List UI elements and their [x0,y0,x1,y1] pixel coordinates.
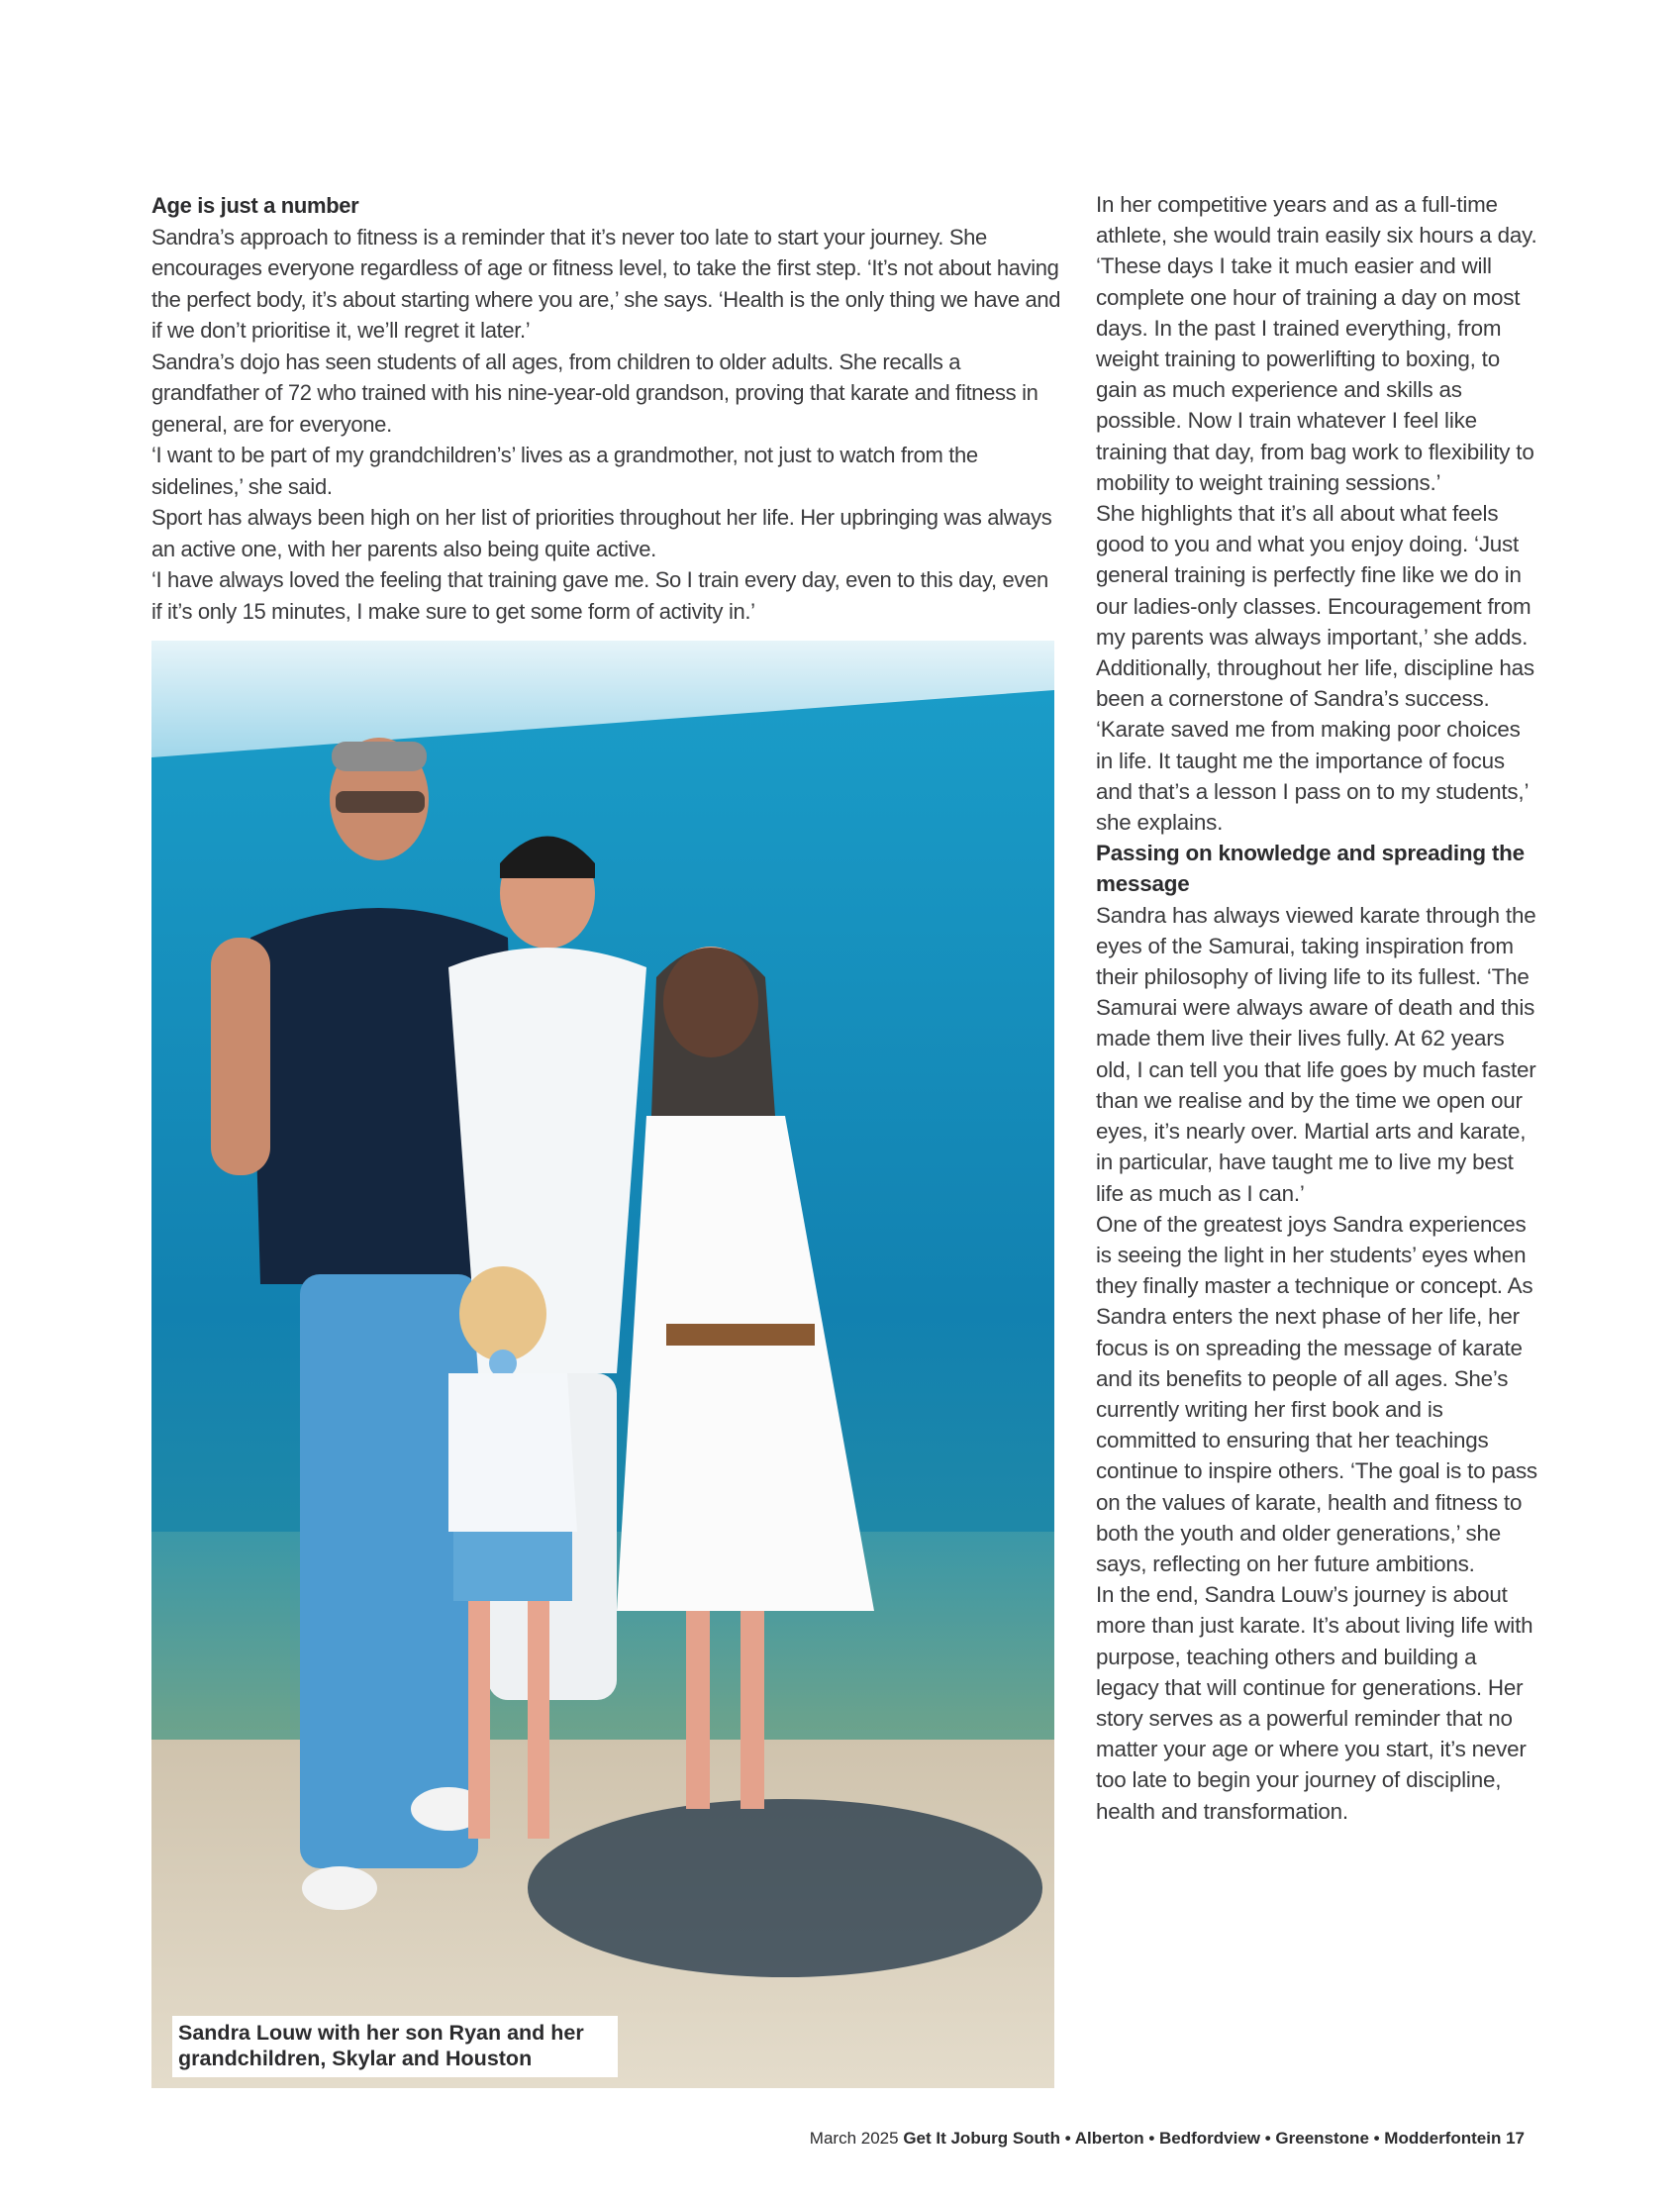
paragraph: Sandra has always viewed karate through the eyes of the Samurai, taking inspiration from their philosophy of living life to its fullest. ‘The Samurai were always aware of death and this made them live their lives fully. At 62 years old, I can tell you that life goes by much faster than we realise and by the time we open our eyes, it’s nearly over. Martial arts and karate, in particular, have taught me to live my best life as much as I can.’ [1096,902,1536,1206]
footer-date: March 2025 [809,2129,899,2148]
paragraph: In the end, Sandra Louw’s journey is about more than just karate. It’s about living life with purpose, teaching others and building a legacy that will continue for generations. Her story serves as a powerful reminder that no matter your age or where you start, it’s never too late to begin your journey of discipline, health and transformation. [1096,1582,1533,1824]
paragraph: ‘I want to be part of my grandchildren’s’ lives as a grandmother, not just to watch from the sidelines,’ she said. [151,443,978,499]
paragraph: ‘I have always loved the feeling that training gave me. So I train every day, even to this day, even if it’s only 15 minutes, I make sure to get some form of activity in.’ [151,567,1048,624]
page-number: 17 [1506,2129,1525,2148]
paragraph: Additionally, throughout her life, discipline has been a cornerstone of Sandra’s success. ‘Karate saved me from making poor choices in life. It taught me the importance of focus and that’s a lesson I pass on to my students,’ she explains. [1096,655,1534,836]
family-photo [151,641,1054,2088]
paragraph: She highlights that it’s all about what feels good to you and what you enjoy doing. ‘Just general training is perfectly fine like we do in our ladies-only classes. Encouragement from my parents was always important,’ she adds. [1096,501,1532,650]
paragraph: One of the greatest joys Sandra experiences is seeing the light in her students’ eyes when they finally master a technique or concept. As Sandra enters the next phase of her life, her focus is on spreading the message of karate and its benefits to people of all ages. She’s currently writing her first book and is committed to ensuring that her teachings continue to inspire others. ‘The goal is to pass on the values of karate, health and fitness to both the youth and older generations,’ she says, reflecting on her future ambitions. [1096,1211,1537,1576]
right-column-text [1096,189,1541,1827]
footer-publication: Get It Joburg South • Alberton • Bedfordview • Greenstone • Modderfontein [903,2129,1502,2148]
paragraph: Sandra’s dojo has seen students of all ages, from children to older adults. She recalls a grandfather of 72 who trained with his nine-year-old grandson, proving that karate and fitness in general, are for everyone. [151,349,1038,437]
paragraph: Sport has always been high on her list of priorities throughout her life. Her upbringing was always an active one, with her parents also being quite active. [151,505,1052,561]
photo-caption: Sandra Louw with her son Ryan and her grandchildren, Skylar and Houston [172,2016,618,2077]
left-column-text [151,190,1062,627]
page-footer [810,2129,1525,2149]
paragraph: In her competitive years and as a full-time athlete, she would train easily six hours a day. ‘These days I take it much easier and will complete one hour of training a day on most days. In the past I trained everything, from weight training to powerlifting to boxing, to gain as much experience and skills as possible. Now I train whatever I feel like training that day, from bag work to flexibility to mobility to weight training sessions.’ [1096,192,1537,495]
section-heading-age: Age is just a number [151,193,359,218]
section-heading-passing-on: Passing on knowledge and spreading the message [1096,841,1525,897]
photo-illustration [151,641,1054,2088]
paragraph: Sandra’s approach to fitness is a reminder that it’s never too late to start your journey. She encourages everyone regardless of age or fitness level, to take the first step. ‘It’s not about having the perfect body, it’s about starting where you are,’ she says. ‘Health is the only thing we have and if we don’t prioritise it, we’ll regret it later.’ [151,224,1061,343]
